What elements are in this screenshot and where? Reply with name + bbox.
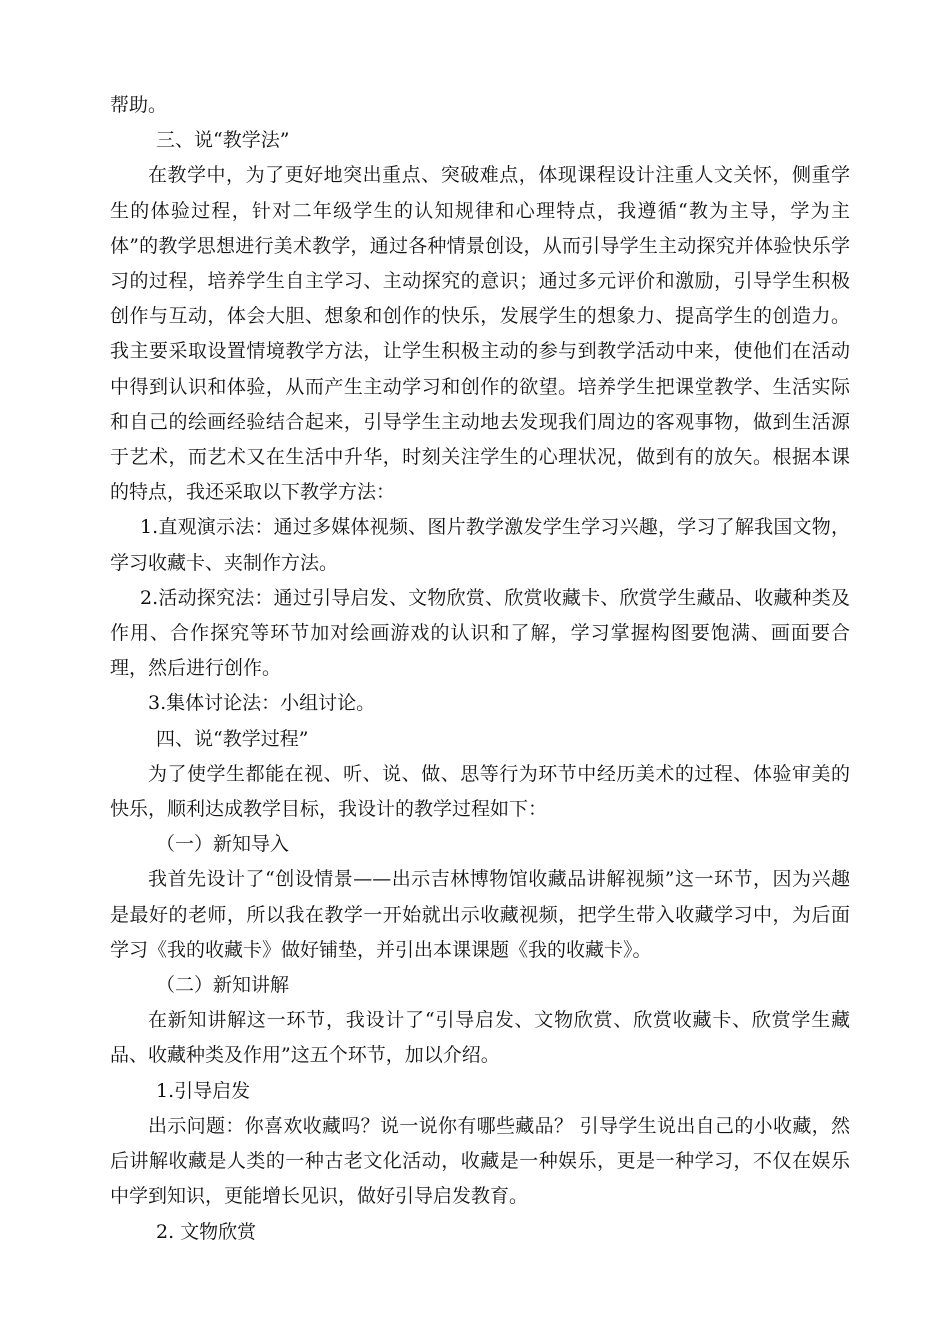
paragraph-teaching-methods: 在教学中，为了更好地突出重点、突破难点，体现课程设计注重人文关怀，侧重学生的体验过程，针对二年级学生的认知规律和心理特点，我遵循“教为主导，学为主体”的教学思想进行美术教学，通过各种情景创设，从而引导学生主动探究并体验快乐学习的过程，培养学生自主学习、主动探究的意识；通过多元评价和激励，引导学生积极创作与互动，体会大胆、想象和创作的快乐，发展学生的想象力、提高学生的创造力。我主要采取设置情境教学方法，让学生积极主动的参与到教学活动中来，使他们在活动中得到认识和体验，从而产生主动学习和创作的欲望。培养学生把课堂教学、生活实际和自己的绘画经验结合起来，引导学生主动地去发现我们周边的客观事物，做到生活源于艺术，而艺术又在生活中升华，时刻关注学生的心理状况，做到有的放矢。根据本课的特点，我还采取以下教学方法： xyxy=(110,164,850,504)
paragraph-process-intro: 为了使学生都能在视、听、说、做、思等行为环节中经历美术的过程、体验审美的快乐，顺利达成教学目标，我设计的教学过程如下： xyxy=(110,762,850,821)
document-page xyxy=(110,88,850,1250)
item-heading-relic-appreciation: 2. 文物欣赏 xyxy=(156,1220,257,1243)
paragraph-new-knowledge-intro: 我首先设计了“创设情景——出示吉林博物馆收藏品讲解视频”这一环节，因为兴趣是最好的老师，所以我在教学一开始就出示收藏视频，把学生带入收藏学习中，为后面学习《我的收藏卡》做好铺垫，并引出本课课题《我的收藏卡》。 xyxy=(110,868,850,961)
paragraph-guidance: 出示问题：你喜欢收藏吗？说一说你有哪些藏品？ 引导学生说出自己的小收藏，然后讲解收藏是人类的一种古老文化活动，收藏是一种娱乐，更是一种学习，不仅在娱乐中学到知识，更能增长见识，做好引导启发教育。 xyxy=(110,1114,850,1208)
section-heading-teaching-methods: 三、说“教学法” xyxy=(156,129,290,152)
paragraph-new-knowledge-explain: 在新知讲解这一环节，我设计了“引导启发、文物欣赏、欣赏收藏卡、欣赏学生藏品、收藏种类及作用”这五个环节，加以介绍。 xyxy=(110,1009,850,1067)
subsection-heading-new-knowledge-explain: （二）新知讲解 xyxy=(156,974,290,997)
method-item-1: 1.直观演示法：通过多媒体视频、图片教学激发学生学习兴趣，学习了解我国文物，学习收藏卡、夹制作方法。 xyxy=(110,516,850,574)
subsection-heading-new-knowledge-intro: （一）新知导入 xyxy=(156,833,290,856)
method-item-3: 3.集体讨论法：小组讨论。 xyxy=(148,692,376,715)
section-heading-teaching-process: 四、说“教学过程” xyxy=(156,727,309,750)
paragraph-continuation: 帮助。 xyxy=(110,94,168,116)
item-heading-guidance: 1.引导启发 xyxy=(156,1079,251,1102)
method-item-2: 2.活动探究法：通过引导启发、文物欣赏、欣赏收藏卡、欣赏学生藏品、收藏种类及作用、合作探究等环节加对绘画游戏的认识和了解，学习掌握构图要饱满、画面要合理，然后进行创作。 xyxy=(110,586,850,680)
